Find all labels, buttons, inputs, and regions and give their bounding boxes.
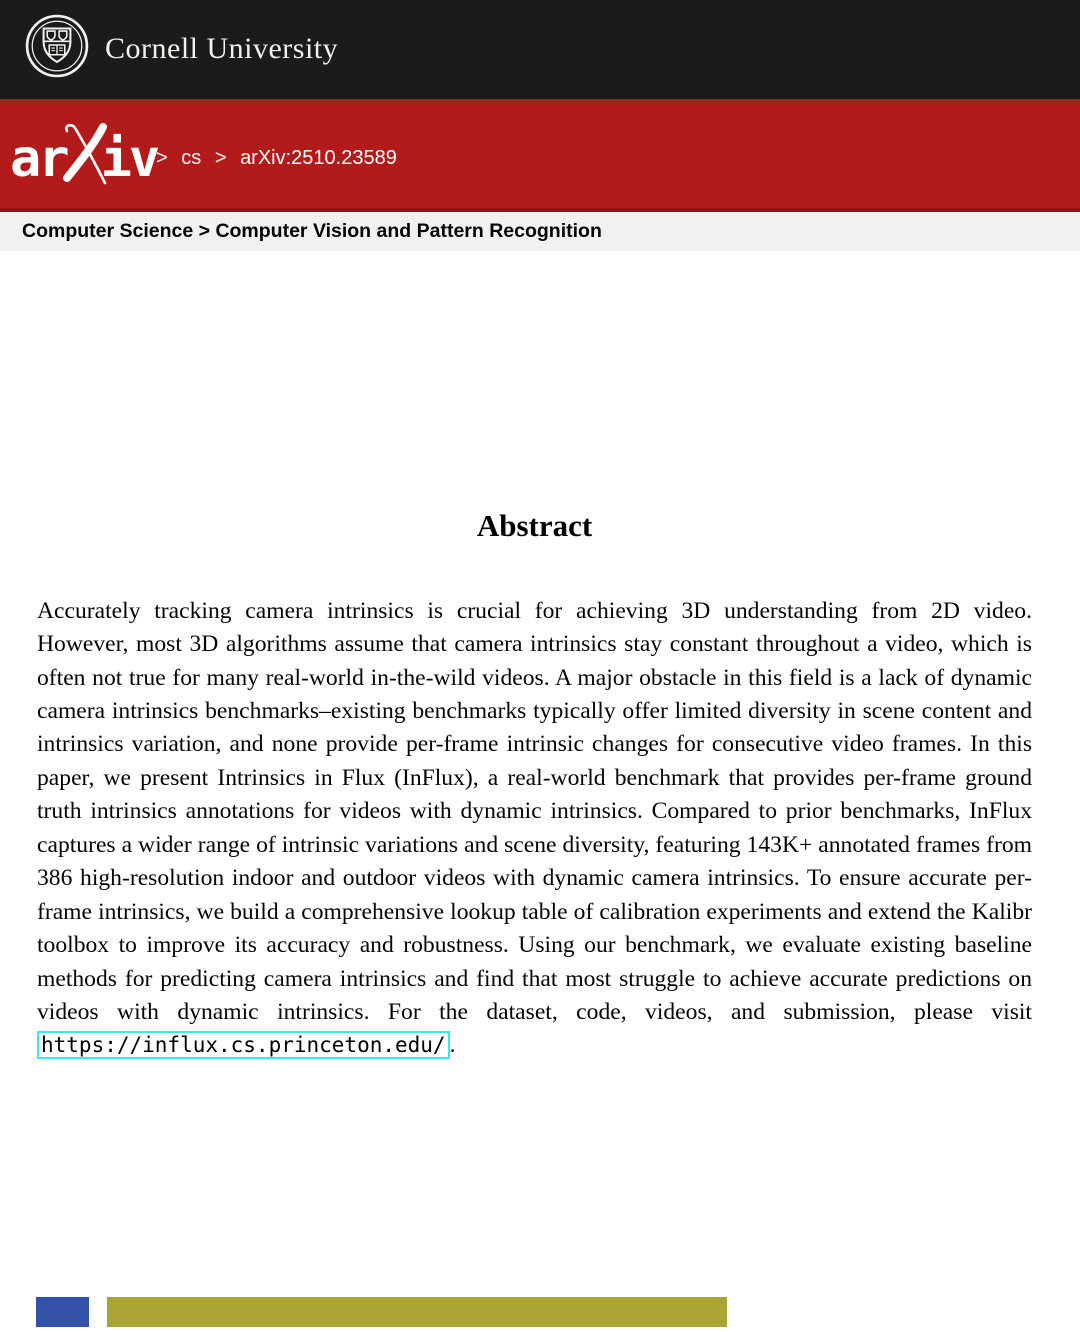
abstract-text <box>37 595 1032 1063</box>
arxiv-logo-iv: iv <box>100 129 158 189</box>
cornell-home-link[interactable] <box>24 13 338 84</box>
abstract-heading: Abstract <box>476 507 593 543</box>
arxiv-banner <box>0 99 1080 212</box>
arxiv-logo-link[interactable] <box>10 121 158 189</box>
subject-breadcrumb: Computer Science > Computer Vision and Pattern Recognition <box>22 220 602 242</box>
cornell-header-bar <box>0 0 1080 99</box>
abstract-trailing-period: . <box>449 1032 456 1059</box>
breadcrumb-category-link[interactable]: cs <box>181 147 202 169</box>
breadcrumb-separator: > <box>214 147 227 169</box>
breadcrumb-paper-id-link[interactable]: arXiv:2510.23589 <box>240 147 397 169</box>
breadcrumb <box>148 147 397 170</box>
arxiv-chi-icon <box>67 121 105 189</box>
arxiv-logo-ar: ar <box>10 129 67 189</box>
cutoff-content-blue-block <box>36 1297 89 1327</box>
breadcrumb-separator: > <box>156 147 168 169</box>
cutoff-content-olive-bar <box>107 1297 727 1327</box>
abstract-body-text: Accurately tracking camera intrinsics is crucial for achieving 3D understanding from 2D video. However, most 3D algorithms assume that camera intrinsics stay constant throughout a video, which is often not true for many real-world in-the-wild videos. A major obstacle in this field is a lack of dynamic camera intrinsics benchmarks–existing benchmarks typically offer limited diversity in scene content and intrinsics variation, and none provide per-frame intrinsic changes for consecutive video frames. In this paper, we present Intrinsics in Flux (InFlux), a real-world benchmark that provides per-frame ground truth intrinsics annotations for videos with dynamic intrinsics. Compared to prior benchmarks, InFlux captures a wider range of intrinsic variations and scene diversity, featuring 143K+ annotated frames from 386 high-resolution indoor and outdoor videos with dynamic camera intrinsics. To ensure accurate per-frame intrinsics, we build a comprehensive lookup table of calibration experiments and extend the Kalibr toolbox to improve its accuracy and robustness. Using our benchmark, we evaluate existing baseline methods for predicting camera intrinsics and find that most struggle to achieve accurate predictions on videos with dynamic intrinsics. For the dataset, code, videos, and submission, please visit <box>37 597 1032 1026</box>
cornell-university-label: Cornell University <box>105 31 339 65</box>
cornell-seal-icon <box>24 13 90 84</box>
project-url-link[interactable]: https://influx.cs.princeton.edu/ <box>37 1031 450 1059</box>
subject-bar <box>0 212 1080 251</box>
